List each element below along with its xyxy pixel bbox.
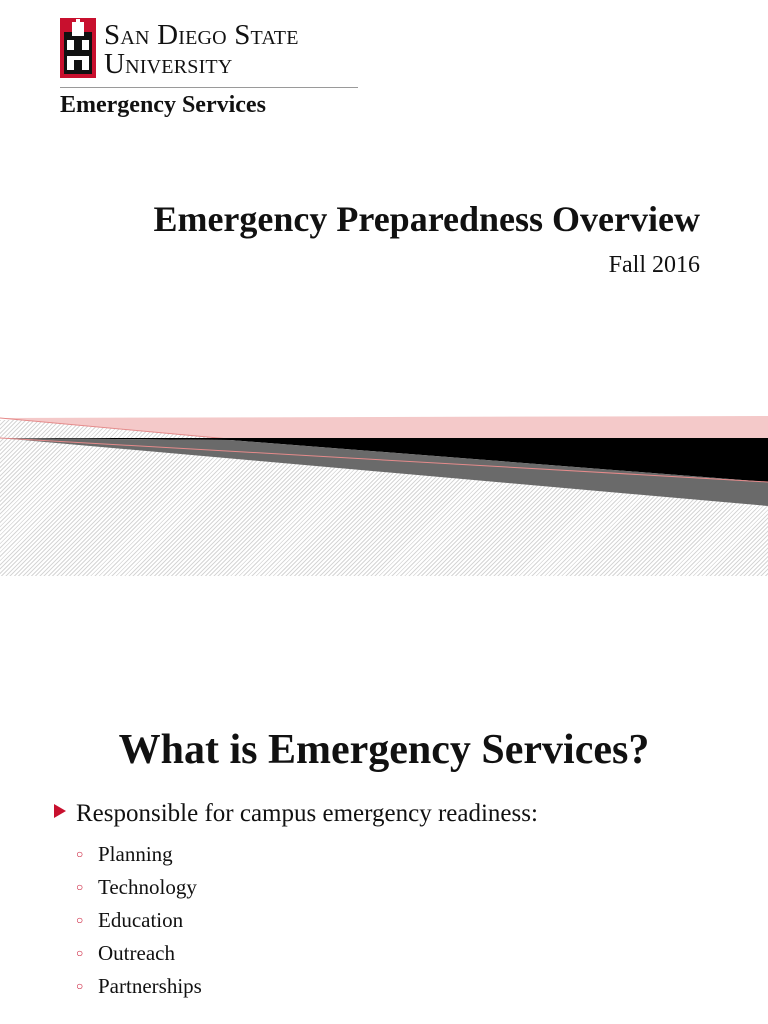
list-item: ○ Technology: [76, 871, 202, 904]
list-item: ○ Planning: [76, 838, 202, 871]
list-item: ○ Outreach: [76, 937, 202, 970]
sdsu-seal-icon: [60, 18, 96, 78]
ring-bullet-icon: ○: [76, 946, 84, 960]
department-name: Emergency Services: [60, 92, 266, 118]
list-item: ○ Education: [76, 904, 202, 937]
list-item: ○ Partnerships: [76, 970, 202, 1003]
ring-bullet-icon: ○: [76, 847, 84, 861]
logo-divider: [60, 87, 358, 88]
main-bullet-text: Responsible for campus emergency readiness:: [76, 800, 538, 827]
content-slide: [0, 648, 768, 1024]
slide-heading: What is Emergency Services?: [118, 727, 650, 773]
ring-bullet-icon: ○: [76, 880, 84, 894]
triangle-bullet-icon: [54, 804, 66, 818]
presentation-title: Emergency Preparedness Overview: [153, 199, 700, 239]
ring-bullet-icon: ○: [76, 913, 84, 927]
sub-bullet-list: [76, 838, 202, 1003]
main-bullet: [54, 800, 538, 828]
university-logo: [60, 18, 358, 90]
presentation-subtitle: Fall 2016: [608, 252, 700, 278]
decorative-swoosh: [0, 400, 768, 520]
logo-line-2: University: [104, 48, 233, 80]
logo-line-1: San Diego State: [104, 19, 299, 51]
ring-bullet-icon: ○: [76, 979, 84, 993]
